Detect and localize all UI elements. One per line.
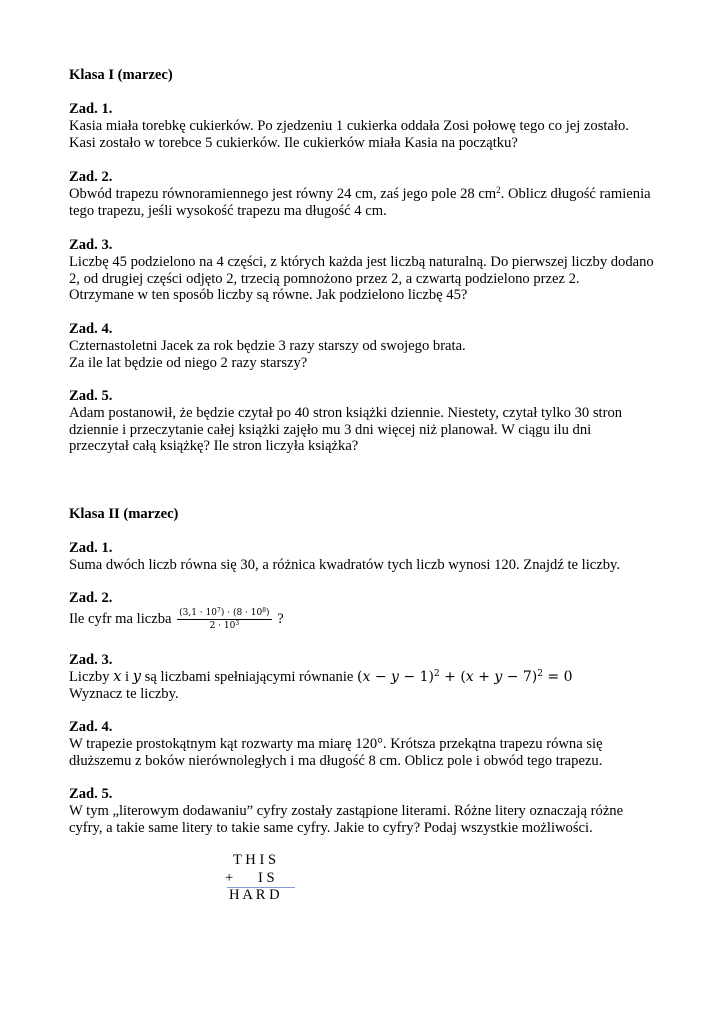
task-text-line [69, 186, 669, 203]
task-text-line: Czternastoletni Jacek za rok będzie 3 razy starszy od swojego brata. [69, 337, 466, 354]
task-label: Zad. 3. [69, 237, 113, 253]
task-text: Obwód trapezu równoramiennego jest równy 24 cm, zaś jego pole 28 cm [69, 185, 497, 202]
math-text: − 7) [502, 668, 538, 685]
task-text-line: W trapezie prostokątnym kąt rozwarty ma miarę 120°. Krótsza przekątna trapezu równa się [69, 735, 603, 752]
puzzle-addend: T H I S [233, 852, 277, 868]
task-label: Zad. 4. [69, 321, 113, 337]
section-title-klasa-1: Klasa I (marzec) [69, 67, 173, 83]
task-label: Zad. 2. [69, 169, 113, 185]
math-text: + [473, 668, 495, 685]
task-text: . Oblicz długość ramienia [500, 185, 651, 202]
math-text: − [370, 668, 392, 685]
task-2-2 [69, 590, 669, 631]
task-text: Liczby [69, 668, 114, 685]
math-text: 2 · 10 [209, 620, 236, 631]
task-2-4 [69, 719, 669, 769]
math-text: ) [266, 607, 270, 618]
puzzle-row [225, 870, 305, 888]
task-1-3 [69, 237, 669, 304]
task-text: ? [273, 610, 284, 627]
superscript: 2 [496, 184, 501, 195]
task-text-line: dziennie i przeczytanie całej książki zajęło mu 3 dni więcej niż planował. W ciągu ilu dni [69, 421, 592, 438]
math-variable: y [132, 667, 142, 685]
task-1-2 [69, 169, 669, 219]
fraction-denominator [177, 620, 271, 631]
puzzle-sum: H A R D [229, 887, 280, 903]
task-text-line: Suma dwóch liczb równa się 30, a różnica kwadratów tych liczb wynosi 120. Znajdź te liczby. [69, 556, 621, 573]
math-text: − 1) [398, 668, 434, 685]
task-text: są liczbami spełniającymi równanie [141, 668, 358, 685]
task-text-line: Otrzymane w ten sposób liczby są równe. Jak podzielono liczbę 45? [69, 287, 468, 304]
task-label: Zad. 1. [69, 540, 113, 556]
task-text-line: Liczbę 45 podzielono na 4 części, z których każda jest liczbą naturalną. Do pierwszej liczby dodano [69, 253, 654, 270]
task-label: Zad. 5. [69, 388, 113, 404]
task-text-line: Za ile lat będzie od niego 2 razy starszy? [69, 354, 308, 371]
task-text-line: dłuższemu z boków nierównoległych i ma długość 8 cm. Oblicz pole i obwód tego trapezu. [69, 752, 603, 769]
task-text-line: W tym „literowym dodawaniu” cyfry zostały zastąpione literami. Różne litery oznaczają różne [69, 802, 624, 819]
exponent: 2 [537, 668, 543, 679]
letter-addition-puzzle [225, 852, 305, 905]
task-2-3 [69, 652, 669, 702]
task-text-line: 2, od drugiej części odjęto 2, trzecią pomnożono przez 2, a czwartą podzielono przez 2. [69, 270, 580, 287]
exponent: 7 [217, 606, 221, 614]
plus-sign: + [225, 869, 234, 886]
task-label: Zad. 3. [69, 652, 113, 668]
math-text: = 0 [542, 668, 573, 685]
math-text: + ( [439, 668, 466, 685]
task-label: Zad. 1. [69, 101, 113, 117]
math-variable: x [113, 667, 122, 685]
task-text-line: cyfry, a takie same litery to takie same cyfry. Jakie to cyfry? Podaj wszystkie możliwości. [69, 819, 593, 836]
puzzle-row [225, 852, 305, 870]
section-title-klasa-2: Klasa II (marzec) [69, 506, 179, 522]
puzzle-row [225, 887, 305, 905]
task-label: Zad. 5. [69, 786, 113, 802]
math-text: (3,1 · 10 [179, 607, 218, 618]
task-1-1 [69, 101, 669, 151]
task-label: Zad. 4. [69, 719, 113, 735]
task-text-line: Wyznacz te liczby. [69, 685, 179, 702]
task-text: Ile cyfr ma liczba [69, 610, 172, 627]
math-variable: x [362, 668, 371, 685]
task-2-1 [69, 540, 669, 574]
math-text: ( [357, 668, 363, 685]
task-text-line: Adam postanowił, że będzie czytał po 40 stron książki dziennie. Niestety, czytał tylko 30 stron [69, 404, 623, 421]
exponent: 2 [433, 668, 440, 679]
task-1-5 [69, 388, 669, 455]
task-label: Zad. 2. [69, 590, 113, 606]
fraction-expression [177, 608, 271, 631]
exponent: 8 [262, 606, 267, 614]
task-text-line: Kasi zostało w torebce 5 cukierków. Ile cukierków miała Kasia na początku? [69, 134, 518, 151]
math-text: ) · (8 · 10 [220, 607, 263, 618]
task-text-line [69, 608, 669, 631]
task-text-line: tego trapezu, jeśli wysokość trapezu ma długość 4 cm. [69, 202, 387, 219]
exponent: 3 [235, 619, 240, 627]
puzzle-addend: I S [258, 869, 275, 886]
task-text-line [69, 669, 669, 686]
task-text-line: Kasia miała torebkę cukierków. Po zjedzeniu 1 cukierka oddała Zosi połowę tego co jej zostało. [69, 117, 629, 134]
task-text-line: przeczytał całą książkę? Ile stron liczyła książka? [69, 438, 359, 455]
equation [357, 669, 573, 685]
math-variable: y [391, 668, 399, 685]
task-1-4 [69, 321, 669, 371]
math-variable: x [465, 668, 474, 685]
task-2-5 [69, 786, 669, 836]
task-text: i [121, 668, 133, 685]
math-variable: y [494, 668, 503, 685]
fraction-numerator [177, 608, 271, 620]
